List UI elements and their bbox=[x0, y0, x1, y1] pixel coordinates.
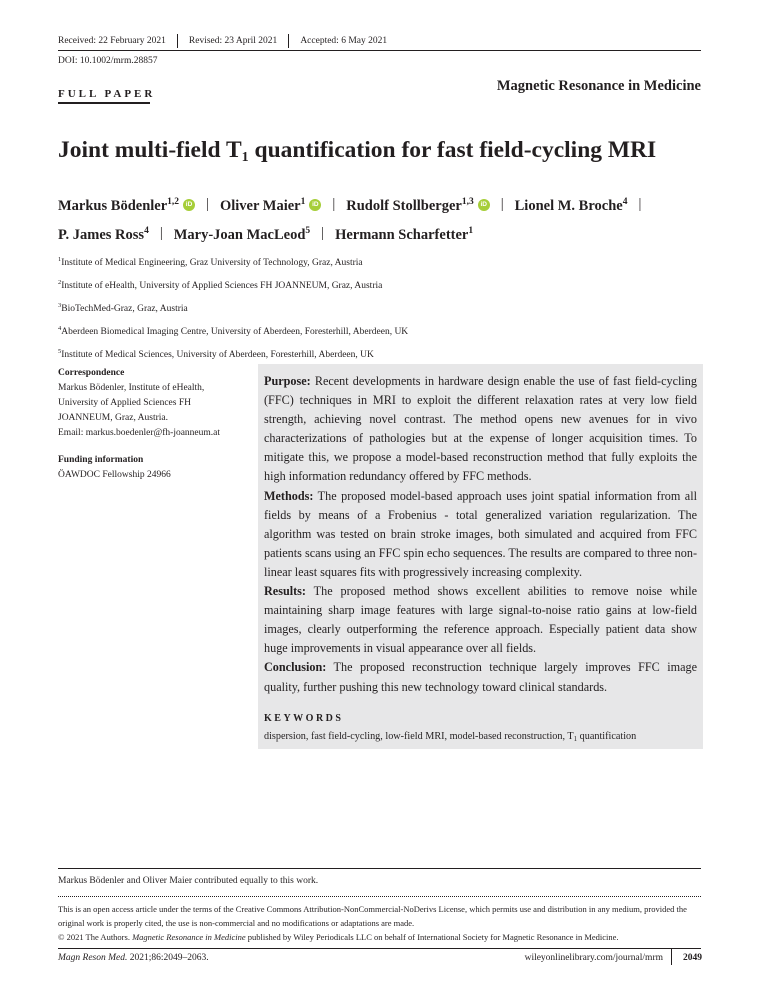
affiliation-number: 5 bbox=[58, 348, 62, 355]
revised-date: Revised: 23 April 2021 bbox=[188, 36, 278, 46]
author[interactable] bbox=[335, 219, 473, 248]
author[interactable] bbox=[174, 219, 310, 248]
abstract-label: Purpose: bbox=[264, 374, 311, 388]
affiliation-text: BioTechMed-Graz, Graz, Austria bbox=[61, 304, 188, 314]
author-name: P. James Ross bbox=[58, 227, 145, 243]
section-label: FULL PAPER bbox=[58, 88, 156, 100]
abstract-text: The proposed reconstruction technique largely improves FFC image quality, further pushing this new technology toward clinical standards. bbox=[264, 660, 697, 694]
affiliation-number: 4 bbox=[58, 325, 62, 332]
abstract-results bbox=[264, 582, 697, 658]
citation bbox=[58, 953, 209, 963]
affiliation-number: 3 bbox=[58, 302, 62, 309]
copyright-part: © 2021 The Authors. bbox=[58, 932, 133, 942]
author-name: Oliver Maier bbox=[219, 198, 301, 214]
orcid-icon[interactable]: iD bbox=[183, 199, 195, 211]
author-name: Hermann Scharfetter bbox=[335, 227, 469, 243]
abstract-label: Conclusion: bbox=[264, 660, 327, 675]
author-name: Lionel M. Broche bbox=[514, 198, 623, 214]
keywords-text: dispersion, fast field-cycling, low-field MRI, model-based reconstruction, T bbox=[264, 731, 574, 742]
author[interactable] bbox=[220, 190, 305, 219]
abstract-purpose bbox=[264, 372, 697, 487]
author-line bbox=[58, 219, 708, 248]
affiliation bbox=[58, 342, 408, 365]
author-line bbox=[58, 190, 708, 219]
funding-text: ÖAWDOC Fellowship 24966 bbox=[58, 470, 171, 480]
author-separator: | bbox=[206, 196, 209, 212]
abstract bbox=[264, 372, 697, 697]
abstract-label: Results: bbox=[264, 584, 306, 599]
footer-dotted-rule bbox=[58, 896, 701, 897]
author-name: Rudolf Stollberger bbox=[346, 198, 462, 214]
author-separator: | bbox=[638, 196, 642, 212]
author-affil: 1 bbox=[468, 226, 474, 236]
author[interactable] bbox=[346, 190, 473, 219]
funding-heading: Funding information bbox=[58, 455, 144, 465]
copyright-text bbox=[58, 930, 701, 944]
author-separator: | bbox=[159, 225, 163, 241]
correspondence-line: University of Applied Sciences FH bbox=[58, 398, 191, 408]
affiliation bbox=[58, 250, 408, 273]
page-separator bbox=[671, 949, 672, 965]
affiliation bbox=[58, 296, 408, 319]
abstract-label: Methods: bbox=[264, 488, 314, 503]
spacer bbox=[58, 441, 248, 453]
abstract-text: Recent developments in hardware design enable the use of fast field-cycling (FFC) techniques in MRI to exploit the different relaxation rates at very low field strength, achieving novel contrast. The method opens new avenues for in vivo characterizations of pathologies but at the expense of longer acquisition times. To mitigate this, we propose a model-based reconstruction method that fully exploits the high information redundancy offered by FFC methods. bbox=[264, 374, 697, 484]
keywords-subscript: 1 bbox=[573, 735, 578, 743]
affiliation-text: Institute of Medical Engineering, Graz University of Technology, Graz, Austria bbox=[61, 258, 363, 268]
footer-rule bbox=[58, 948, 701, 949]
correspondence-email[interactable]: Email: markus.boedenler@fh-joanneum.at bbox=[58, 428, 221, 438]
citation-journal: Magn Reson Med. bbox=[58, 953, 128, 963]
journal-url[interactable]: wileyonlinelibrary.com/journal/mrm bbox=[524, 953, 663, 963]
correspondence-line: Markus Bödenler, Institute of eHealth, bbox=[58, 383, 205, 393]
abstract-conclusion bbox=[264, 658, 697, 696]
page-number: 2049 bbox=[683, 953, 702, 963]
correspondence-block bbox=[58, 366, 248, 483]
author-separator: | bbox=[332, 196, 336, 212]
keywords-heading: KEYWORDS bbox=[264, 713, 344, 724]
author-affil: 4 bbox=[622, 197, 628, 207]
paper-title bbox=[58, 137, 656, 166]
contribution-note: Markus Bödenler and Oliver Maier contributed equally to this work. bbox=[58, 876, 319, 886]
title-part: Joint multi-field T bbox=[58, 137, 242, 163]
author-separator: | bbox=[500, 196, 504, 212]
author[interactable] bbox=[58, 219, 149, 248]
abstract-text: The proposed model-based approach uses joint spatial information from all fields by means of a Frobenius - total generalized variation regularization. The algorithm was tested on brain stroke images, both simulated and acquired from FFC patients scans using an FFC spin echo sequences. The results are compared to three non-linear least squares fits with progressively increasing complexity. bbox=[264, 488, 697, 579]
doi[interactable]: DOI: 10.1002/mrm.28857 bbox=[58, 56, 158, 66]
footer-rule bbox=[58, 868, 701, 869]
affiliations bbox=[58, 250, 408, 365]
journal-name: Magnetic Resonance in Medicine bbox=[496, 78, 701, 94]
abstract-text: The proposed method shows excellent abilities to remove noise while maintaining sharp image features with large signal-to-noise ratio gains at low-field images, clearly outperforming the reference approach. Especially patient data show huge improvements in visual appearance over all fields. bbox=[264, 584, 697, 656]
title-part: quantification for fast field-cycling MRI bbox=[248, 137, 657, 163]
license-text: This is an open access article under the terms of the Creative Commons Attribution-NonCommercial-NoDerivs License, which permits use and distribution in any medium, provided the original work is properly cited, the use is non-commercial and no modifications or adaptations are made. bbox=[58, 904, 687, 928]
received-date: Received: 22 February 2021 bbox=[58, 36, 166, 46]
keywords-text: quantification bbox=[577, 731, 637, 742]
correspondence-line: JOANNEUM, Graz, Austria. bbox=[58, 413, 169, 423]
author-affil: 4 bbox=[144, 226, 149, 236]
affiliation-number: 1 bbox=[58, 256, 62, 263]
author-list bbox=[58, 190, 708, 248]
affiliation bbox=[58, 273, 408, 296]
author-separator: | bbox=[321, 225, 325, 241]
correspondence-heading: Correspondence bbox=[58, 368, 125, 378]
affiliation bbox=[58, 319, 408, 342]
author[interactable] bbox=[515, 190, 628, 219]
header-rule bbox=[58, 50, 701, 51]
copyright-journal: Magnetic Resonance in Medicine bbox=[132, 932, 246, 942]
orcid-icon[interactable]: iD bbox=[309, 199, 321, 211]
copyright-part: published by Wiley Periodicals LLC on behalf of International Society for Magnetic Resonance in Medicine. bbox=[245, 932, 619, 942]
date-separator bbox=[177, 34, 178, 48]
affiliation-text: Aberdeen Biomedical Imaging Centre, University of Aberdeen, Foresterhill, Aberdeen, UK bbox=[61, 327, 409, 337]
date-separator bbox=[288, 34, 289, 48]
accepted-date: Accepted: 6 May 2021 bbox=[300, 36, 388, 46]
author[interactable] bbox=[58, 190, 179, 219]
orcid-icon[interactable]: iD bbox=[478, 199, 490, 211]
affiliation-text: Institute of eHealth, University of Applied Sciences FH JOANNEUM, Graz, Austria bbox=[61, 281, 383, 291]
abstract-methods bbox=[264, 487, 697, 582]
author-affil: 1,3 bbox=[461, 197, 474, 207]
keywords bbox=[264, 731, 636, 743]
affiliation-text: Institute of Medical Sciences, University of Aberdeen, Foresterhill, Aberdeen, UK bbox=[61, 350, 374, 360]
author-affil: 1 bbox=[300, 197, 306, 207]
title-subscript: 1 bbox=[241, 150, 249, 165]
citation-details: 2021;86:2049–2063. bbox=[127, 953, 209, 963]
section-underline bbox=[58, 102, 150, 104]
article-dates bbox=[58, 34, 387, 48]
license-note bbox=[58, 902, 701, 944]
author-affil: 5 bbox=[305, 226, 311, 236]
affiliation-number: 2 bbox=[58, 279, 62, 286]
author-affil: 1,2 bbox=[167, 197, 180, 207]
author-name: Markus Bödenler bbox=[58, 198, 168, 214]
author-name: Mary-Joan MacLeod bbox=[173, 227, 306, 243]
